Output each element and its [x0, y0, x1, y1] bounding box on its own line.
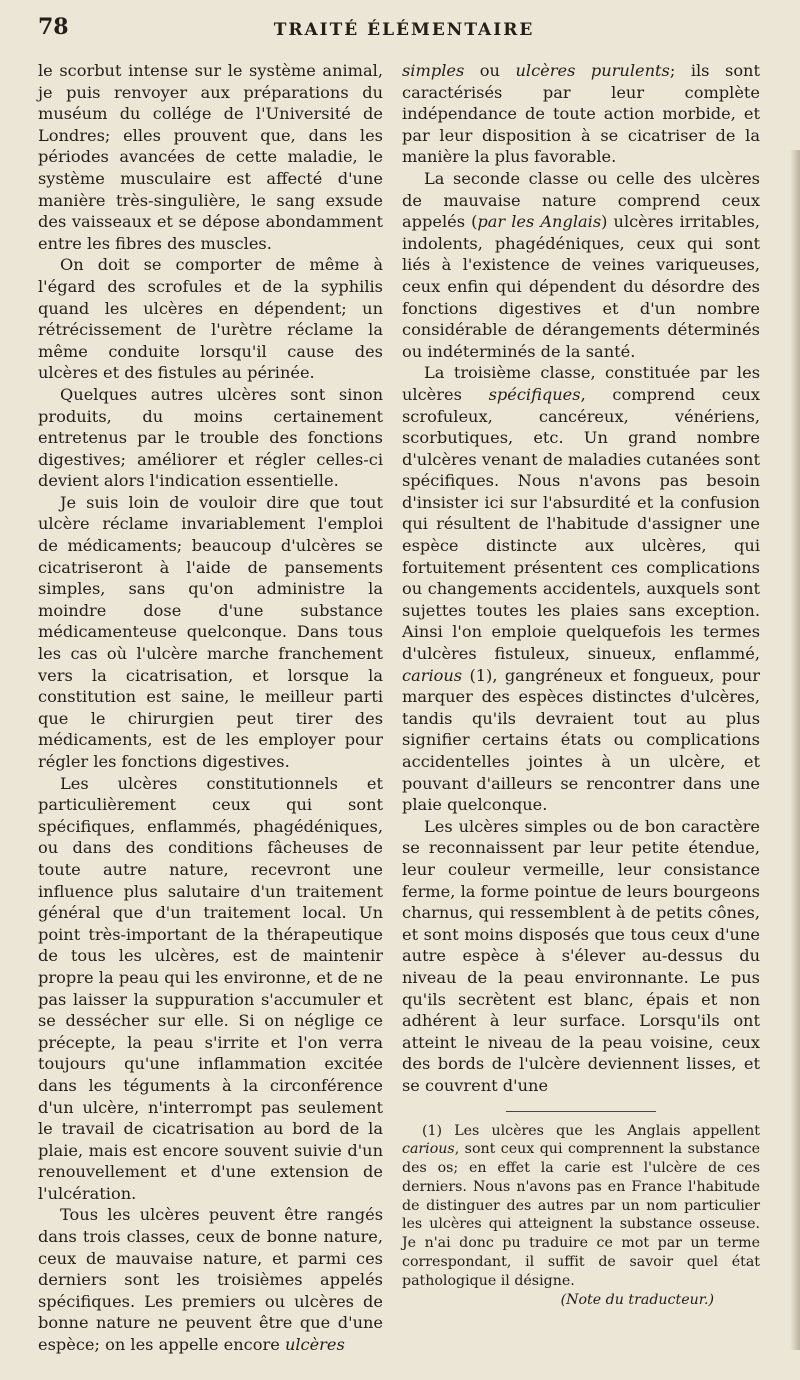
footnote-part: , sont ceux qui comprennent la substance des os; en effet la carie est l'ulcère de ces derniers. Nous n'avons pas en France l'habitude de distinguer des autres par un nom particulier les ulcères qui atteignent la substance osseuse. Je n'ai donc pu traduire ce mot par un terme correspondant, il suffit de savoir quel état pathologique il désigne.: [402, 1141, 760, 1289]
left-column: [38, 60, 383, 1356]
footnote-text: [402, 1122, 760, 1291]
page-edge-shadow: [790, 150, 800, 1350]
italic-term: simples: [402, 61, 465, 80]
paragraph: Les ulcères constitutionnels et particulièrement ceux qui sont spécifiques, enflammés, phagédéniques, ou dans des conditions fâcheuses de toute autre nature, recevront une influence plus salutaire d'un traitement général que d'un traitement local. Un point très-important de la thérapeutique de tous les ulcères, est de maintenir propre la peau qui les environne, et de ne pas laisser la suppuration s'accumuler et se dessécher sur elle. Si on néglige ce précepte, la peau s'irrite et l'on verra toujours qu'une inflammation excitée dans les téguments à la circonférence d'un ulcère, n'interrompt pas seulement le travail de cicatrisation au bord de la plaie, mais est encore souvent suivie d'un renouvellement et d'une extension de l'ulcération.: [38, 773, 383, 1203]
paragraph-text: Tous les ulcères peuvent être rangés dans trois classes, ceux de bonne nature, ceux de mauvaise nature, et parmi ces derniers sont les troisièmes appelés spécifiques. Les premiers ou ulcères de bonne nature ne peuvent être que d'une espèce; on les appelle encore: [38, 1205, 383, 1355]
paragraph-text: ) ulcères irritables, indolents, phagédéniques, ceux qui sont liés à l'existence de veines variqueuses, ceux enfin qui dépendent du désordre des fonctions digestives et d'un nombre considérable de dérangements déterminés ou indéterminés de la santé.: [402, 212, 761, 361]
paragraph-text: ; ils sont caractérisés par leur complète indépendance de toute action morbide, et par leur disposition à se cicatriser de la manière la plus favorable.: [402, 61, 760, 167]
paragraph: [402, 168, 760, 362]
paragraph-text: La troisième classe, constituée par les ulcères: [402, 363, 760, 404]
running-title: TRAITÉ ÉLÉMENTAIRE: [273, 20, 535, 40]
footnote-part: (1) Les ulcères que les Anglais appellent: [422, 1122, 760, 1139]
paragraph-text: (1), gangréneux et fongueux, pour marquer des espèces distinctes d'ulcères, tandis qu'ils devraient tout au plus signifier certains états ou complications accidentelles jointes à un ulcère, et pouvant d'ailleurs se rencontrer dans une plaie quelconque.: [402, 665, 760, 815]
italic-term: ulcères: [284, 1335, 345, 1355]
paragraph-text: , comprend ceux scrofuleux, cancéreux, vénériens, scorbutiques, etc. Un grand nombre d'ulcères venant de maladies cutanées sont spécifiques. Nous n'avons pas besoin d'insister ici sur l'absurdité et la confusion qui résultent de l'habitude d'assigner une espèce distincte aux ulcères, qui fortuitement présentent ces complications ou changements accidentels, auxquels sont sujettes toutes les plaies sans exception. Ainsi l'on emploie quelquefois les termes d'ulcères fistuleux, sinueux, enflammé,: [402, 384, 760, 664]
paragraph: Je suis loin de vouloir dire que tout ulcère réclame invariablement l'emploi de médicaments; beaucoup d'ulcères se cicatriseront à l'aide de pansements simples, sans qu'on administre la moindre dose d'une substance médicamenteuse quelconque. Dans tous les cas où l'ulcère marche franchement vers la cicatrisation, et lorsque la constitution est saine, le meilleur parti que le chirurgien peut tirer des médicaments, est de les employer pour régler les fonctions digestives.: [38, 492, 383, 771]
paragraph: le scorbut intense sur le système animal, je puis renvoyer aux préparations du muséum du collége de l'Université de Londres; elles prouvent que, dans les périodes avancées de cette maladie, le système musculaire est affecté d'une manière très-singulière, le sang exsude des vaisseaux et se dépose abondamment entre les fibres des muscles.: [38, 61, 383, 253]
italic-term: spécifiques: [488, 384, 581, 404]
footnote-divider: [506, 1111, 656, 1112]
footnote: [402, 1122, 760, 1310]
paragraph: [402, 60, 760, 168]
italic-term: carious: [402, 665, 463, 685]
paragraph: [38, 1204, 383, 1355]
footnote-signature: [402, 1291, 714, 1310]
italic-term: par les Anglais: [477, 212, 602, 232]
italic-term: carious: [402, 1141, 455, 1158]
italic-term: ulcères purulents: [515, 61, 670, 80]
italic-term: (Note du traducteur.): [560, 1291, 714, 1308]
paragraph: Quelques autres ulcères sont sinon produits, du moins certainement entretenus par le trouble des fonctions digestives; améliorer et régler celles-ci devient alors l'indication essentielle.: [38, 384, 383, 491]
paragraph: On doit se comporter de même à l'égard des scrofules et de la syphilis quand les ulcères en dépendent; un rétrécissement de l'urètre réclame la même conduite lorsqu'il cause des ulcères et des fistules au périnée.: [38, 255, 383, 383]
page-number: 78: [38, 14, 69, 40]
paragraph: Les ulcères simples ou de bon caractère se reconnaissent par leur petite étendue, leur couleur vermeille, leur consistance ferme, la forme pointue de leurs bourgeons charnus, qui ressemblent à de petits cônes, et sont moins disposés que tous ceux d'une autre espèce à s'élever au-dessus du niveau de la peau environnante. Le pus qu'ils secrètent est blanc, épais et non adhérent à leur surface. Lorsqu'ils ont atteint le niveau de la peau voisine, ceux des bords de l'ulcère deviennent lisses, et se couvrent d'une: [402, 816, 760, 1095]
paragraph: [402, 362, 760, 815]
paragraph-text: ou: [479, 61, 500, 80]
page-header: [38, 14, 770, 54]
right-column: [402, 60, 760, 1309]
paragraph-text: La seconde classe ou celle des ulcères de mauvaise nature comprend ceux appelés (: [402, 168, 760, 232]
